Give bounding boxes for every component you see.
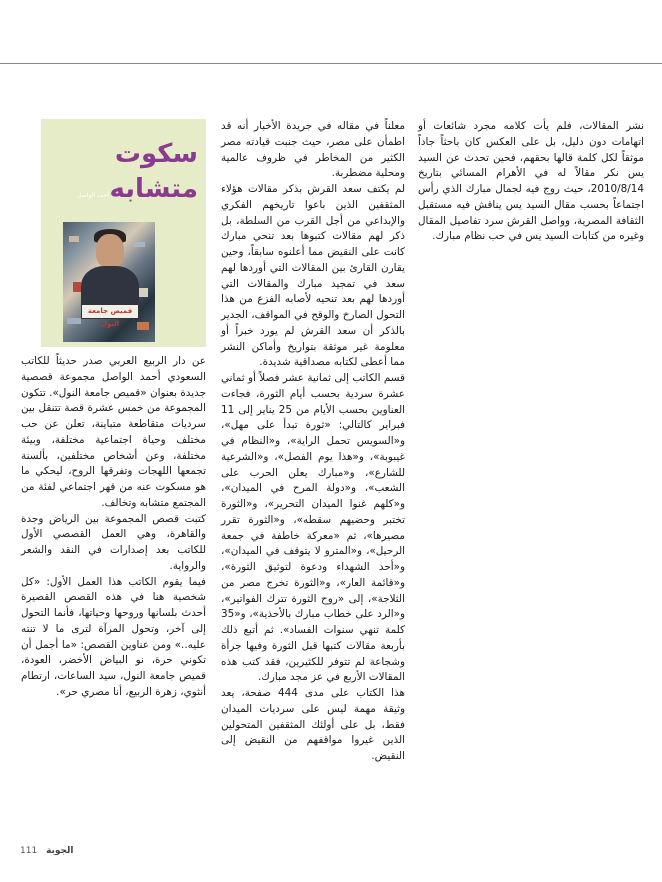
article-column-middle xyxy=(221,119,405,762)
paragraph: فيما يقوم الكاتب هذا العمل الأول: «كل شخصية هنا في هذه القصص القصيرة أحدث بلسانها وروحها وحياتها، فأنما التحول إلى آخر، وتحول المرآة لترى ما لا تنته عليه..» ومن عناوين القصص: «ما أجمل أن تكوني حرة، نو البياض الأخضر، العودة، قميص جامعة النول، سيد الساعات، ارتطام أنثوي، زهرة الربيع، أنا مصري حر». xyxy=(21,575,206,698)
top-divider xyxy=(0,63,662,64)
paragraph: هذا الكتاب على مدى 444 صفحة، يعد وثيقة مهمة ليس على سرديات الميدان فقط، بل على أولئك المثقفين المتحولين الذين غيروا مواقفهم من النقيض إلى النقيض. xyxy=(221,687,405,762)
paragraph: لم يكتف سعد القرش بذكر مقالات هؤلاء المثقفين الذين باعوا تاريخهم الفكري والإبداعي من أجل القرب من السلطة، بل ذكر لهم مقالات كتبوها بعد تنحي مبارك كانت على النقيض مما أعلنوه سابقاً، وحين يقارن القارئ بين المقالات التي أوردها لهم سعد في تمجيد مبارك والمقالات التي أوردها لهم بعد تنحيه لأصابه الفزع من هذا التحول الصارخ والوقح في المواقف، الجدير بالذكر أن سعد القرش لم يورد خبراً أو معلومة غير موثقة بتواريخ وأماكن النشر مما أعطى لكتابه مصداقية شديدة. xyxy=(221,183,405,369)
paragraph: كتبت قصص المجموعة بين الرياض وجدة والقاهرة، وهي العمل القصصي الأول للكاتب بعد إصدارات في النقد والشعر والرواية. xyxy=(21,512,206,572)
sidebar-title-line: سكوت xyxy=(114,139,198,169)
sidebar-title-line: متشابه xyxy=(109,174,198,204)
book-review-box xyxy=(41,119,206,347)
page-number: 111 xyxy=(20,846,38,856)
paragraph: معلناً في مقاله في جريدة الأخبار أنه قد اطمأن على مصر، حيث جنبت قيادته مصر الكثير من المخاطر في ظروف عالمية ومحلية مضطربة. xyxy=(221,120,405,180)
article-column-right xyxy=(418,119,644,860)
page-footer xyxy=(20,846,74,856)
book-cover-image xyxy=(63,222,155,342)
paragraph: نشر المقالات، فلم يأت كلامه مجرد شائعات أو اتهامات دون دليل، بل على العكس كان باحثاً جاداً موثقاً لكل كلمة قالها بحقهم، فحين تحدث عن السيد يس نكر مقالاً له في الأهرام المسائي بتاريخ 2010/8/14، حيث روج فيه لجمال مبارك الذي رأس اجتماعاً بحسب مقال السيد يس يناقش فيه مستقبل الثقافة المصرية، وواصل القرش سرد تفاصيل المقال وغيره من كتابات السيد يس في حب نظام مبارك. xyxy=(418,120,644,243)
article-column-left xyxy=(21,354,206,864)
magazine-brand: الجوبة xyxy=(46,846,74,856)
book-cover-author: أحمد الواصل xyxy=(77,192,109,199)
paragraph: قسم الكاتب إلى ثمانية عشر فصلاً أو ثماني عشرة سردية بحسب أيام الثورة، فجاءت العناوين بحسب الأيام من 25 يناير إلى 11 فبراير كالتالي: «ثورة تبدأ على مهل»، و«السويس تحمل الراية»، و«النظام في غيبوبة»، و«هذا يوم الفصل»، و«الشرعية للشارع»، و«مبارك يعلن الحرب على الشعب»، و«دولة المرح في الميدان»، و«كلهم غنوا الميدان التحرير»، و«الثورة تختبر وحضيهم سقطه»، و«الثورة تقرر مصيرها»، ثم «معركة خاطفة في جمعة الرحيل»، و«المترو لا يتوقف في الميدان»، و«أحد الشهداء ودعوة لتوثيق الثورة»، و«قائمة العار»، و«الثورة تخرج مصر من الثلاجة»، إلى «روح الثورة تترك الفواتير»، و«الرد على خطاب مبارك بالأحذية»، و«35 كلمة تنهي سنوات الفساد». ثم أتبع ذلك بأربعة مقالات كتبها قبل الثورة وفيها جرأة وشجاعة لم تتوفر للكثيرين، فقد كتب هذه المقالات الأربع في عز مجد مبارك. xyxy=(221,372,405,684)
book-cover-title: قميص جامعة النول xyxy=(81,304,139,319)
paragraph: عن دار الربيع العربي صدر حديثاً للكاتب السعودي أحمد الواصل مجموعة قصصية جديدة بعنوان «قميص جامعة النول». تتكون المجموعة من خمس عشرة قصة تتنقل بين سرديات متقاطعة متباينة، تعلن عن حب مختلف وحياة اجتماعية مختلفة، وبيئة مختلفة، وعن أشخاص مختلفين، بألسنة تجمعها اللهجات وتفرقها الروح، ليحكي ما هو مسكوت عنه من قهر اجتماعي لفئة من المجتمع متشابه وتخالف. xyxy=(21,355,206,509)
